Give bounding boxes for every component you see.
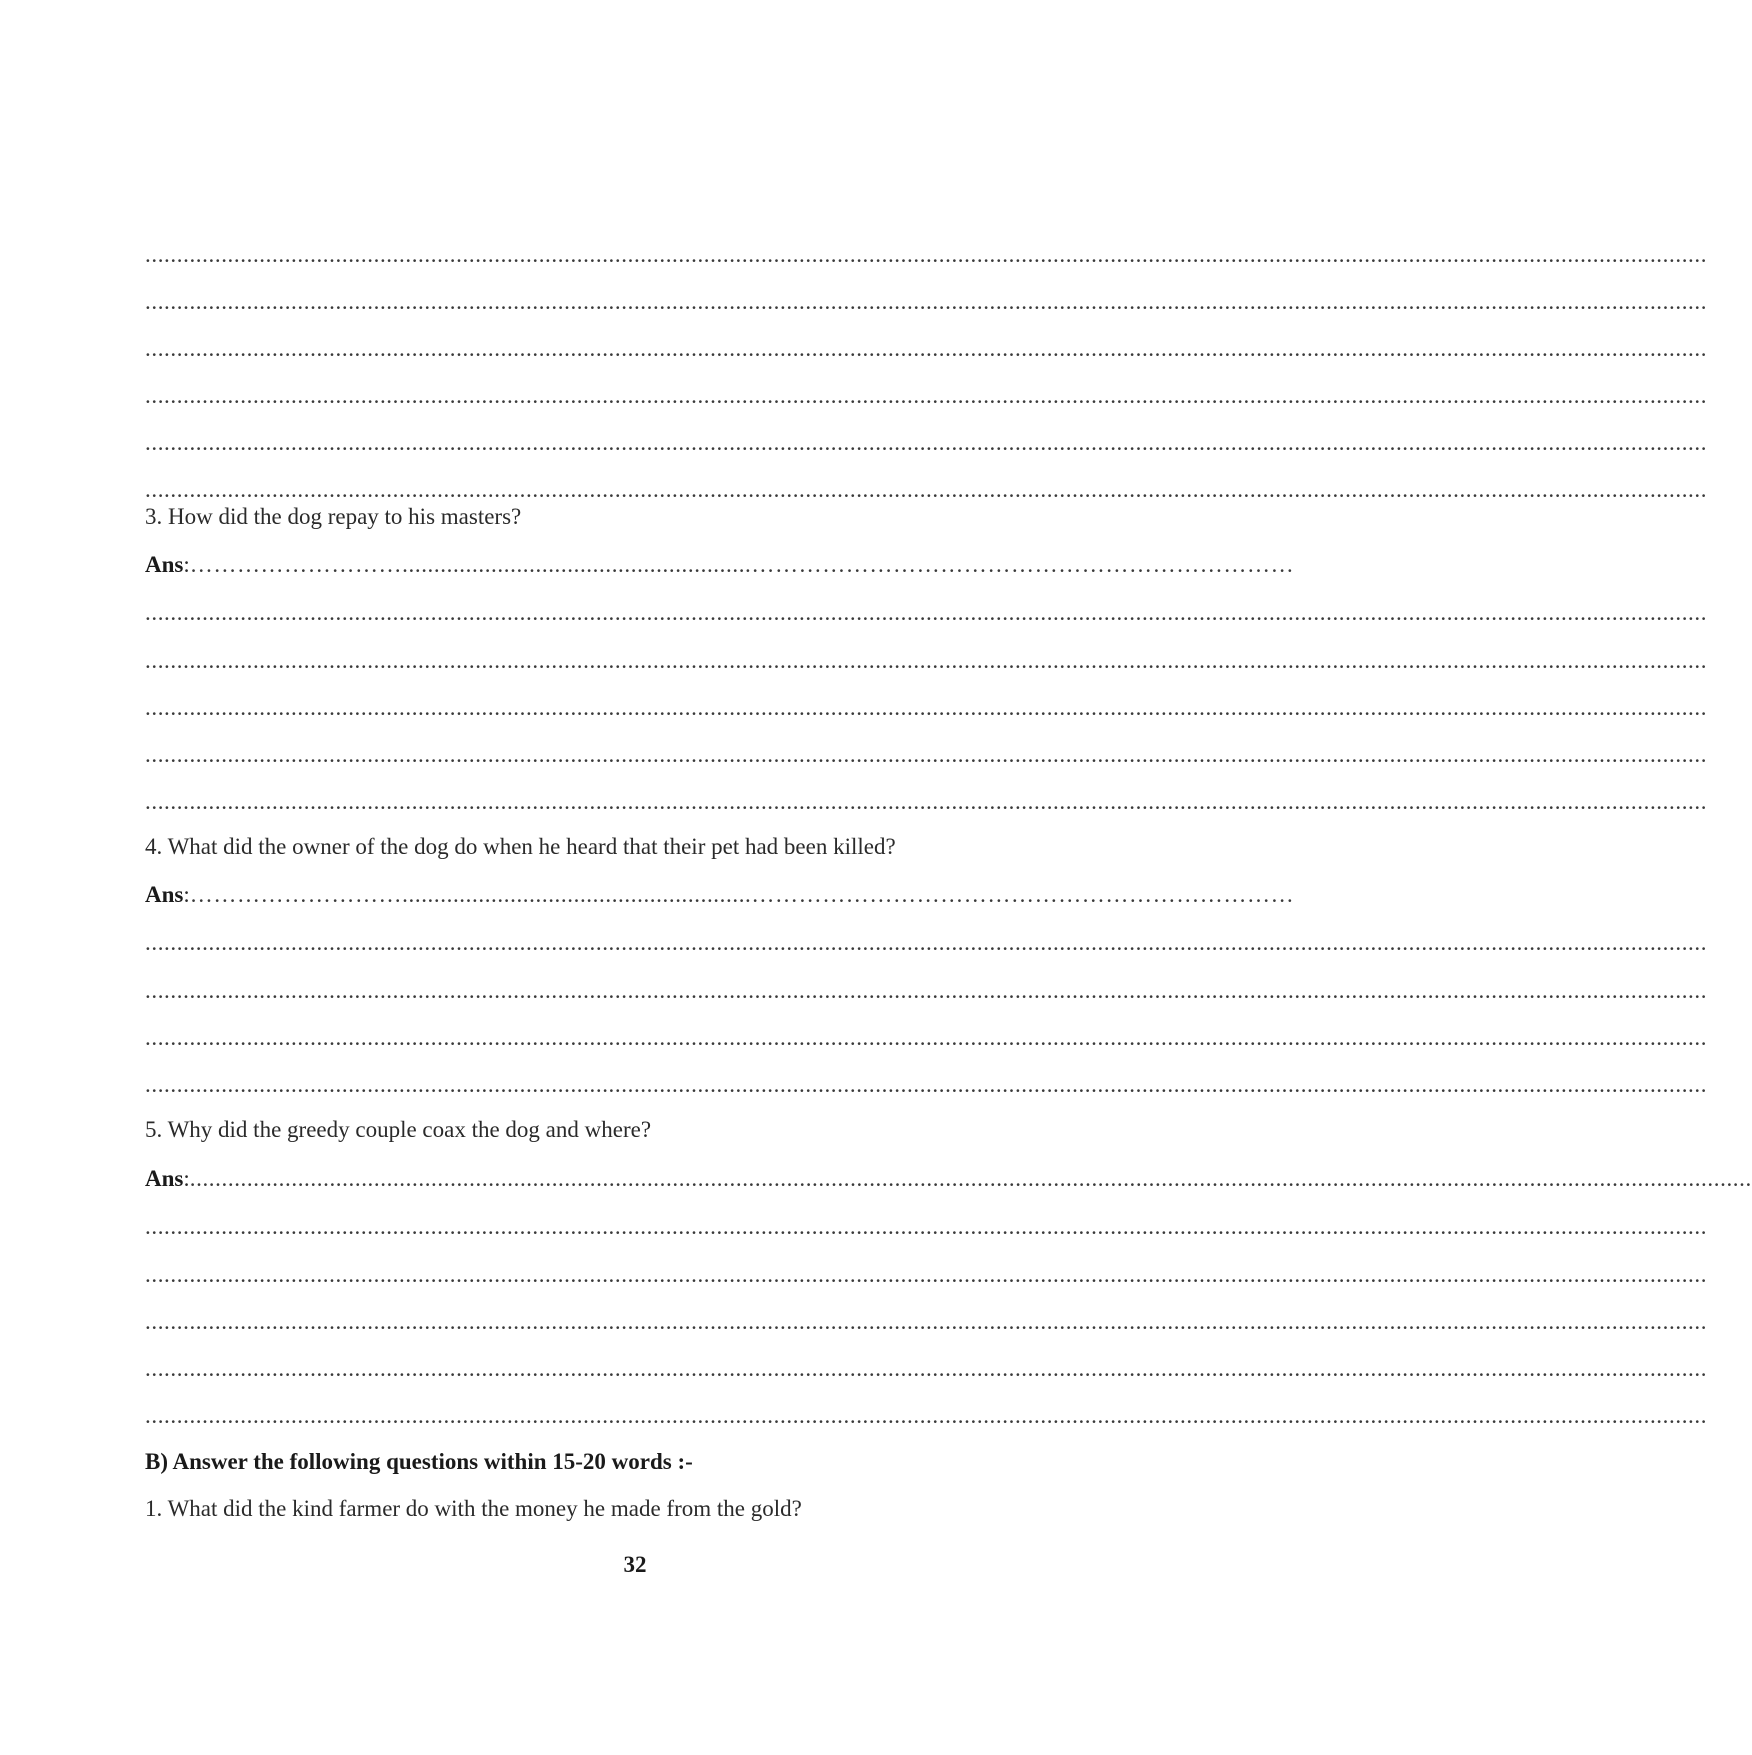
question-4: 4. What did the owner of the dog do when he heard that their pet had been killed? [145, 834, 896, 859]
answer-line[interactable]: ...................................................................................................................................................................................................................................................... [145, 600, 1708, 625]
answer-label: Ans [145, 1166, 184, 1191]
answer-line[interactable]: ...................................................................................................................................................................................................................................................... [145, 1214, 1708, 1239]
question-5: 5. Why did the greedy couple coax the dog and where? [145, 1117, 652, 1142]
answer-line[interactable]: ...................................................................................................................................................................................................................................................... [145, 477, 1708, 502]
answer-field-q3[interactable]: Ans : ……………………….......................................................…………………………………………………………… [145, 548, 1123, 582]
answer-line[interactable]: ...................................................................................................................................................................................................................................................... [145, 695, 1708, 720]
answer-label: Ans [145, 552, 184, 577]
section-b-question-1: 1. What did the kind farmer do with the money he made from the gold? [145, 1496, 802, 1521]
answer-line[interactable]: ...................................................................................................................................................................................................................................................... [145, 789, 1708, 814]
answer-line[interactable]: ...................................................................................................................................................................................................................................................... [145, 430, 1708, 455]
answer-field-q4[interactable]: Ans : ……………………….......................................................…………………………………………………………… [145, 878, 1123, 912]
answer-line[interactable]: ...................................................................................................................................................................................................................................................... [145, 289, 1708, 314]
answer-line[interactable]: ...................................................................................................................................................................................................................................................... [145, 978, 1708, 1003]
answer-line[interactable]: ...................................................................................................................................................................................................................................................... [145, 1403, 1708, 1428]
answer-line[interactable]: ...................................................................................................................................................................................................................................................... [145, 336, 1708, 361]
answer-line[interactable]: ...................................................................................................................................................................................................................................................... [145, 1025, 1708, 1050]
answer-line[interactable]: ...................................................................................................................................................................................................................................................... [145, 1262, 1708, 1287]
answer-line[interactable]: ...................................................................................................................................................................................................................................................... [145, 648, 1708, 673]
answer-line[interactable]: ...................................................................................................................................................................................................................................................... [145, 1072, 1708, 1097]
answer-line[interactable]: ...................................................................................................................................................................................................................................................... [145, 930, 1708, 955]
question-3: 3. How did the dog repay to his masters? [145, 504, 522, 529]
page-number: 32 [623, 1552, 647, 1577]
answer-line[interactable]: ...................................................................................................................................................................................................................................................... [145, 242, 1708, 267]
answer-line[interactable]: ...................................................................................................................................................................................................................................................... [145, 742, 1708, 767]
answer-label: Ans [145, 882, 184, 907]
section-b-heading: B) Answer the following questions within 15-20 words :- [145, 1449, 693, 1474]
answer-line[interactable]: ...................................................................................................................................................................................................................................................... [145, 1356, 1708, 1381]
answer-line[interactable]: ...................................................................................................................................................................................................................................................... [145, 383, 1708, 408]
answer-field-q5[interactable]: Ans : ...................................................................................................................................................................................................................................................... [145, 1162, 1123, 1196]
answer-line[interactable]: ...................................................................................................................................................................................................................................................... [145, 1309, 1708, 1334]
